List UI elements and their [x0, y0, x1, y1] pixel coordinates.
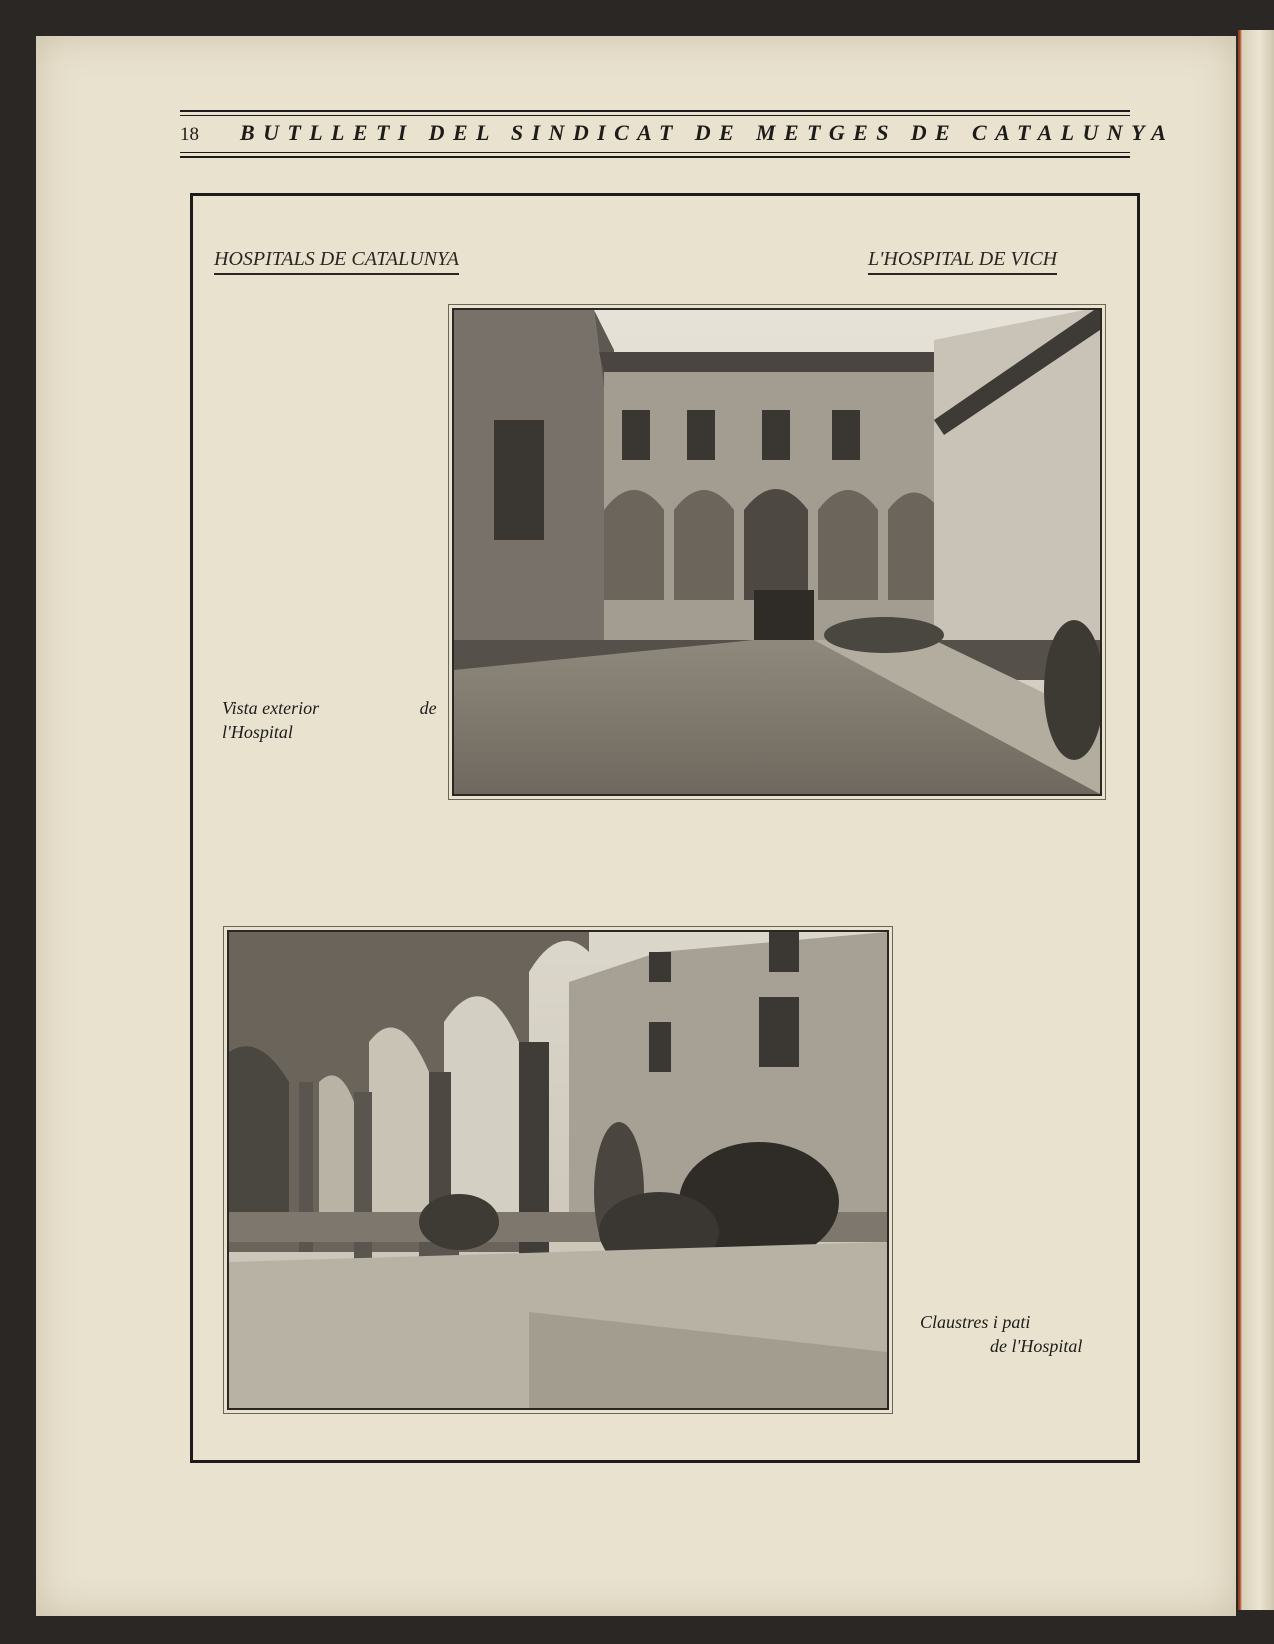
caption-cloister: [920, 1310, 1120, 1358]
hospital-exterior-image: [454, 310, 1100, 794]
hospital-exterior-photo: [452, 308, 1102, 796]
cloister-courtyard-image: [229, 932, 887, 1408]
caption-line: de l'Hospital: [222, 698, 437, 742]
page-number: 18: [180, 124, 199, 145]
caption-line: de l'Hospital: [990, 1336, 1083, 1356]
caption-line: Vista exterior: [222, 698, 320, 718]
page-edge: [1238, 30, 1274, 1610]
section-heading-right: L'HOSPITAL DE VICH: [868, 248, 1057, 275]
page-header: [180, 108, 1175, 164]
header-rule: [180, 152, 1130, 153]
caption-exterior: [222, 696, 452, 744]
header-rule: [180, 156, 1130, 158]
journal-title: BUTLLETI DEL SINDICAT DE METGES DE CATALUNYA: [240, 120, 1175, 145]
section-heading-left: HOSPITALS DE CATALUNYA: [214, 248, 459, 275]
header-rule: [180, 110, 1130, 112]
caption-line: Claustres i pati: [920, 1312, 1031, 1332]
cloister-courtyard-photo: [227, 930, 889, 1410]
header-rule: [180, 115, 1130, 116]
